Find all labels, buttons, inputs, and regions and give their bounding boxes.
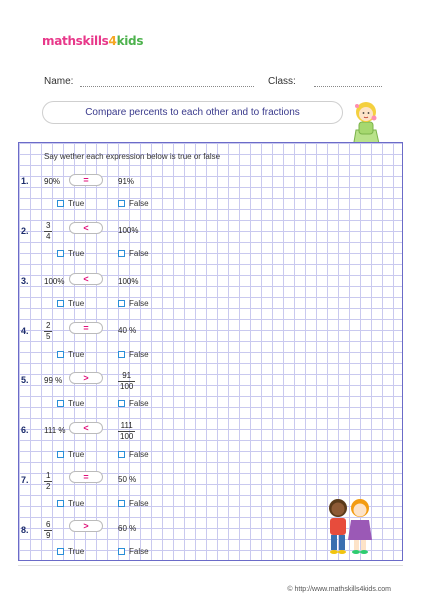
- q3-left-value: 100%: [44, 277, 65, 286]
- q6-right-fraction: $\frac{111}{100}$: [120, 421, 134, 441]
- checkbox-icon[interactable]: [118, 548, 125, 555]
- q2-true-option[interactable]: True: [57, 249, 84, 258]
- kids-illustration: [316, 494, 382, 560]
- q6-false-option[interactable]: False: [118, 450, 149, 459]
- checkbox-icon[interactable]: [57, 200, 64, 207]
- q2-comparison-sign: <: [69, 222, 103, 234]
- checkbox-icon[interactable]: [57, 250, 64, 257]
- q6-true-option[interactable]: True: [57, 450, 84, 459]
- question-number: 2.: [21, 226, 29, 236]
- q5-comparison-sign: >: [69, 372, 103, 384]
- footer-copyright: © http://www.mathskills4kids.com: [287, 586, 391, 593]
- q2-right-value: 100%: [118, 226, 139, 235]
- q7-false-option[interactable]: False: [118, 499, 149, 508]
- checkbox-icon[interactable]: [118, 451, 125, 458]
- q3-comparison-sign: <: [69, 273, 103, 285]
- q1-true-option[interactable]: True: [57, 199, 84, 208]
- q4-left-fraction: $\frac{2}{5}$: [46, 321, 51, 341]
- footer-divider: [18, 565, 403, 566]
- checkbox-icon[interactable]: [57, 500, 64, 507]
- question-number: 3.: [21, 276, 29, 286]
- question-number: 8.: [21, 525, 29, 535]
- mathskills4kids-logo: mathskills4kids: [42, 34, 144, 48]
- q4-right-value: 40 %: [118, 326, 137, 335]
- q1-false-option[interactable]: False: [118, 199, 149, 208]
- q3-false-option[interactable]: False: [118, 299, 149, 308]
- q5-false-option[interactable]: False: [118, 399, 149, 408]
- q8-false-option[interactable]: False: [118, 547, 149, 556]
- q1-right-value: 91%: [118, 177, 135, 186]
- q4-comparison-sign: =: [69, 322, 103, 334]
- q2-false-option[interactable]: False: [118, 249, 149, 258]
- q1-left-value: 90%: [44, 177, 61, 186]
- class-label: Class:: [268, 76, 296, 87]
- question-number: 5.: [21, 375, 29, 385]
- question-number: 4.: [21, 326, 29, 336]
- question-number: 1.: [21, 176, 29, 186]
- q2-left-fraction: $\frac{3}{4}$: [46, 221, 51, 241]
- worksheet-title: Compare percents to each other and to fractions: [42, 101, 343, 124]
- checkbox-icon[interactable]: [57, 400, 64, 407]
- instruction-text: Say wether each expression below is true or false: [44, 152, 221, 161]
- checkbox-icon[interactable]: [118, 351, 125, 358]
- checkbox-icon[interactable]: [118, 250, 125, 257]
- q8-left-fraction: $\frac{6}{9}$: [46, 520, 51, 540]
- q6-comparison-sign: <: [69, 422, 103, 434]
- question-number: 7.: [21, 475, 29, 485]
- q7-true-option[interactable]: True: [57, 499, 84, 508]
- class-field[interactable]: [314, 86, 382, 87]
- checkbox-icon[interactable]: [118, 200, 125, 207]
- checkbox-icon[interactable]: [118, 300, 125, 307]
- q5-right-fraction: $\frac{91}{100}$: [120, 371, 134, 391]
- q6-left-value: 111 %: [44, 426, 66, 435]
- q7-left-fraction: $\frac{1}{2}$: [46, 471, 51, 491]
- q7-right-value: 50 %: [118, 475, 137, 484]
- q3-true-option[interactable]: True: [57, 299, 84, 308]
- checkbox-icon[interactable]: [57, 351, 64, 358]
- q3-right-value: 100%: [118, 277, 139, 286]
- name-field[interactable]: [80, 86, 254, 87]
- question-number: 6.: [21, 425, 29, 435]
- q5-left-value: 99 %: [44, 376, 63, 385]
- q1-comparison-sign: =: [69, 174, 103, 186]
- checkbox-icon[interactable]: [57, 300, 64, 307]
- q8-true-option[interactable]: True: [57, 547, 84, 556]
- checkbox-icon[interactable]: [57, 451, 64, 458]
- q7-comparison-sign: =: [69, 471, 103, 483]
- checkbox-icon[interactable]: [57, 548, 64, 555]
- checkbox-icon[interactable]: [118, 400, 125, 407]
- checkbox-icon[interactable]: [118, 500, 125, 507]
- q5-true-option[interactable]: True: [57, 399, 84, 408]
- q4-false-option[interactable]: False: [118, 350, 149, 359]
- q8-comparison-sign: >: [69, 520, 103, 532]
- q8-right-value: 60 %: [118, 524, 137, 533]
- name-label: Name:: [44, 76, 74, 87]
- q4-true-option[interactable]: True: [57, 350, 84, 359]
